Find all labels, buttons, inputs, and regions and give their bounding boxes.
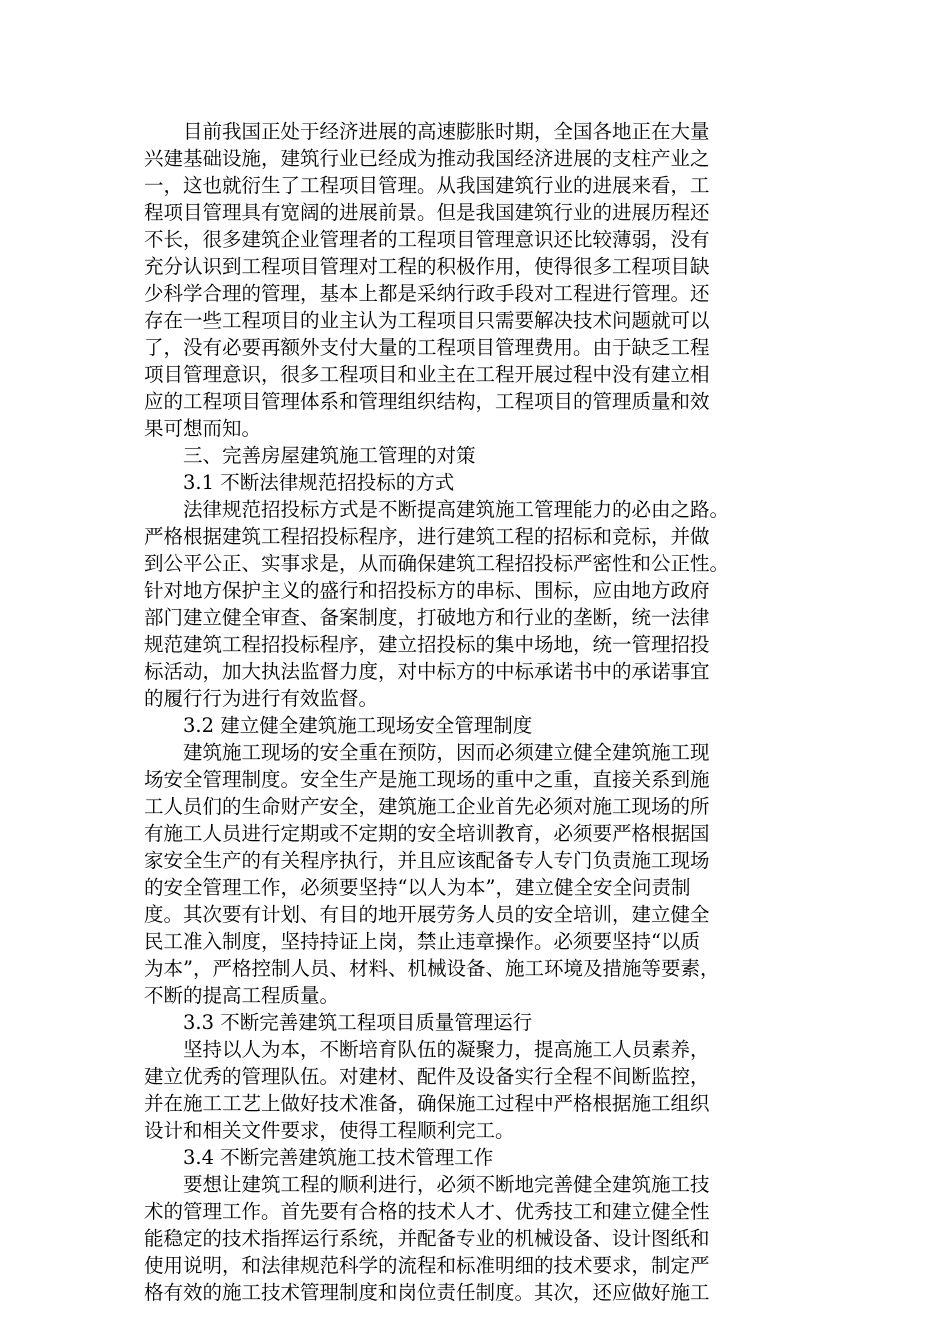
text-line: 存在一些工程项目的业主认为工程项目只需要解决技术问题就可以 (144, 309, 710, 332)
text-line: 标活动，加大执法监督力度，对中标方的中标承诺书中的承诺事宜 (144, 660, 710, 683)
text-line: 项目管理意识，很多工程项目和业主在工程开展过程中没有建立相 (144, 363, 710, 386)
text-line: 为本”，严格控制人员、材料、机械设备、施工环境及措施等要素， (144, 957, 720, 980)
text-line: 家安全生产的有关程序执行，并且应该配备专人专门负责施工现场 (144, 849, 710, 872)
subsection-heading: 3.2 建立健全建筑施工现场安全管理制度 (144, 714, 533, 737)
text-line: 建立优秀的管理队伍。对建材、配件及设备实行全程不间断监控， (144, 1065, 710, 1088)
text-line: 果可想而知。 (144, 417, 262, 440)
text-line: 程项目管理具有宽阔的进展前景。但是我国建筑行业的进展历程还 (144, 201, 710, 224)
text-line: 的履行行为进行有效监督。 (144, 687, 379, 710)
text-line: 法律规范招投标方式是不断提高建筑施工管理能力的必由之路。 (144, 498, 730, 521)
text-line: 能稳定的技术指挥运行系统，并配备专业的机械设备、设计图纸和 (144, 1227, 710, 1250)
text-line: 少科学合理的管理，基本上都是采纳行政手段对工程进行管理。还 (144, 282, 710, 305)
text-line: 到公平公正、实事求是，从而确保建筑工程招投标严密性和公正性。 (144, 552, 730, 575)
subsection-heading: 3.1 不断法律规范招投标的方式 (144, 471, 455, 494)
text-line: 坚持以人为本，不断培育队伍的凝聚力，提高施工人员素养， (144, 1038, 710, 1061)
text-line: 了，没有必要再额外支付大量的工程项目管理费用。由于缺乏工程 (144, 336, 710, 359)
text-line: 不断的提高工程质量。 (144, 984, 340, 1007)
section-heading: 三、完善房屋建筑施工管理的对策 (144, 444, 476, 467)
text-line: 目前我国正处于经济进展的高速膨胀时期，全国各地正在大量 (144, 120, 710, 143)
text-line: 工人员们的生命财产安全，建筑施工企业首先必须对施工现场的所 (144, 795, 710, 818)
text-line: 兴建基础设施，建筑行业已经成为推动我国经济进展的支柱产业之 (144, 147, 710, 170)
text-line: 并在施工工艺上做好技术准备，确保施工过程中严格根据施工组织 (144, 1092, 710, 1115)
text-line: 民工准入制度，坚持持证上岗，禁止违章操作。必须要坚持“以质 (144, 930, 700, 953)
subsection-heading: 3.3 不断完善建筑工程项目质量管理运行 (144, 1011, 533, 1034)
text-line: 要想让建筑工程的顺利进行，必须不断地完善健全建筑施工技 (144, 1173, 710, 1196)
text-line: 的安全管理工作，必须要坚持“以人为本”，建立健全安全问责制 (144, 876, 691, 899)
text-line: 建筑施工现场的安全重在预防，因而必须建立健全建筑施工现 (144, 741, 710, 764)
text-line: 针对地方保护主义的盛行和招投标方的串标、围标，应由地方政府 (144, 579, 710, 602)
text-line: 充分认识到工程项目管理对工程的积极作用，使得很多工程项目缺 (144, 255, 710, 278)
text-line: 严格根据建筑工程招投标程序，进行建筑工程的招标和竞标，并做 (144, 525, 710, 548)
text-line: 规范建筑工程招投标程序，建立招投标的集中场地，统一管理招投 (144, 633, 710, 656)
text-line: 应的工程项目管理体系和管理组织结构，工程项目的管理质量和效 (144, 390, 710, 413)
text-line: 有施工人员进行定期或不定期的安全培训教育，必须要严格根据国 (144, 822, 710, 845)
text-line: 设计和相关文件要求，使得工程顺利完工。 (144, 1119, 515, 1142)
text-line: 度。其次要有计划、有目的地开展劳务人员的安全培训，建立健全 (144, 903, 710, 926)
text-line: 格有效的施工技术管理制度和岗位责任制度。其次，还应做好施工 (144, 1281, 710, 1304)
text-line: 使用说明，和法律规范科学的流程和标准明细的技术要求，制定严 (144, 1254, 710, 1277)
text-line: 术的管理工作。首先要有合格的技术人才、优秀技工和建立健全性 (144, 1200, 710, 1223)
text-line: 一，这也就衍生了工程项目管理。从我国建筑行业的进展来看，工 (144, 174, 710, 197)
text-line: 不长，很多建筑企业管理者的工程项目管理意识还比较薄弱，没有 (144, 228, 710, 251)
subsection-heading: 3.4 不断完善建筑施工技术管理工作 (144, 1146, 494, 1169)
text-line: 部门建立健全审查、备案制度，打破地方和行业的垄断，统一法律 (144, 606, 710, 629)
text-line: 场安全管理制度。安全生产是施工现场的重中之重，直接关系到施 (144, 768, 710, 791)
document-page (144, 118, 814, 1306)
